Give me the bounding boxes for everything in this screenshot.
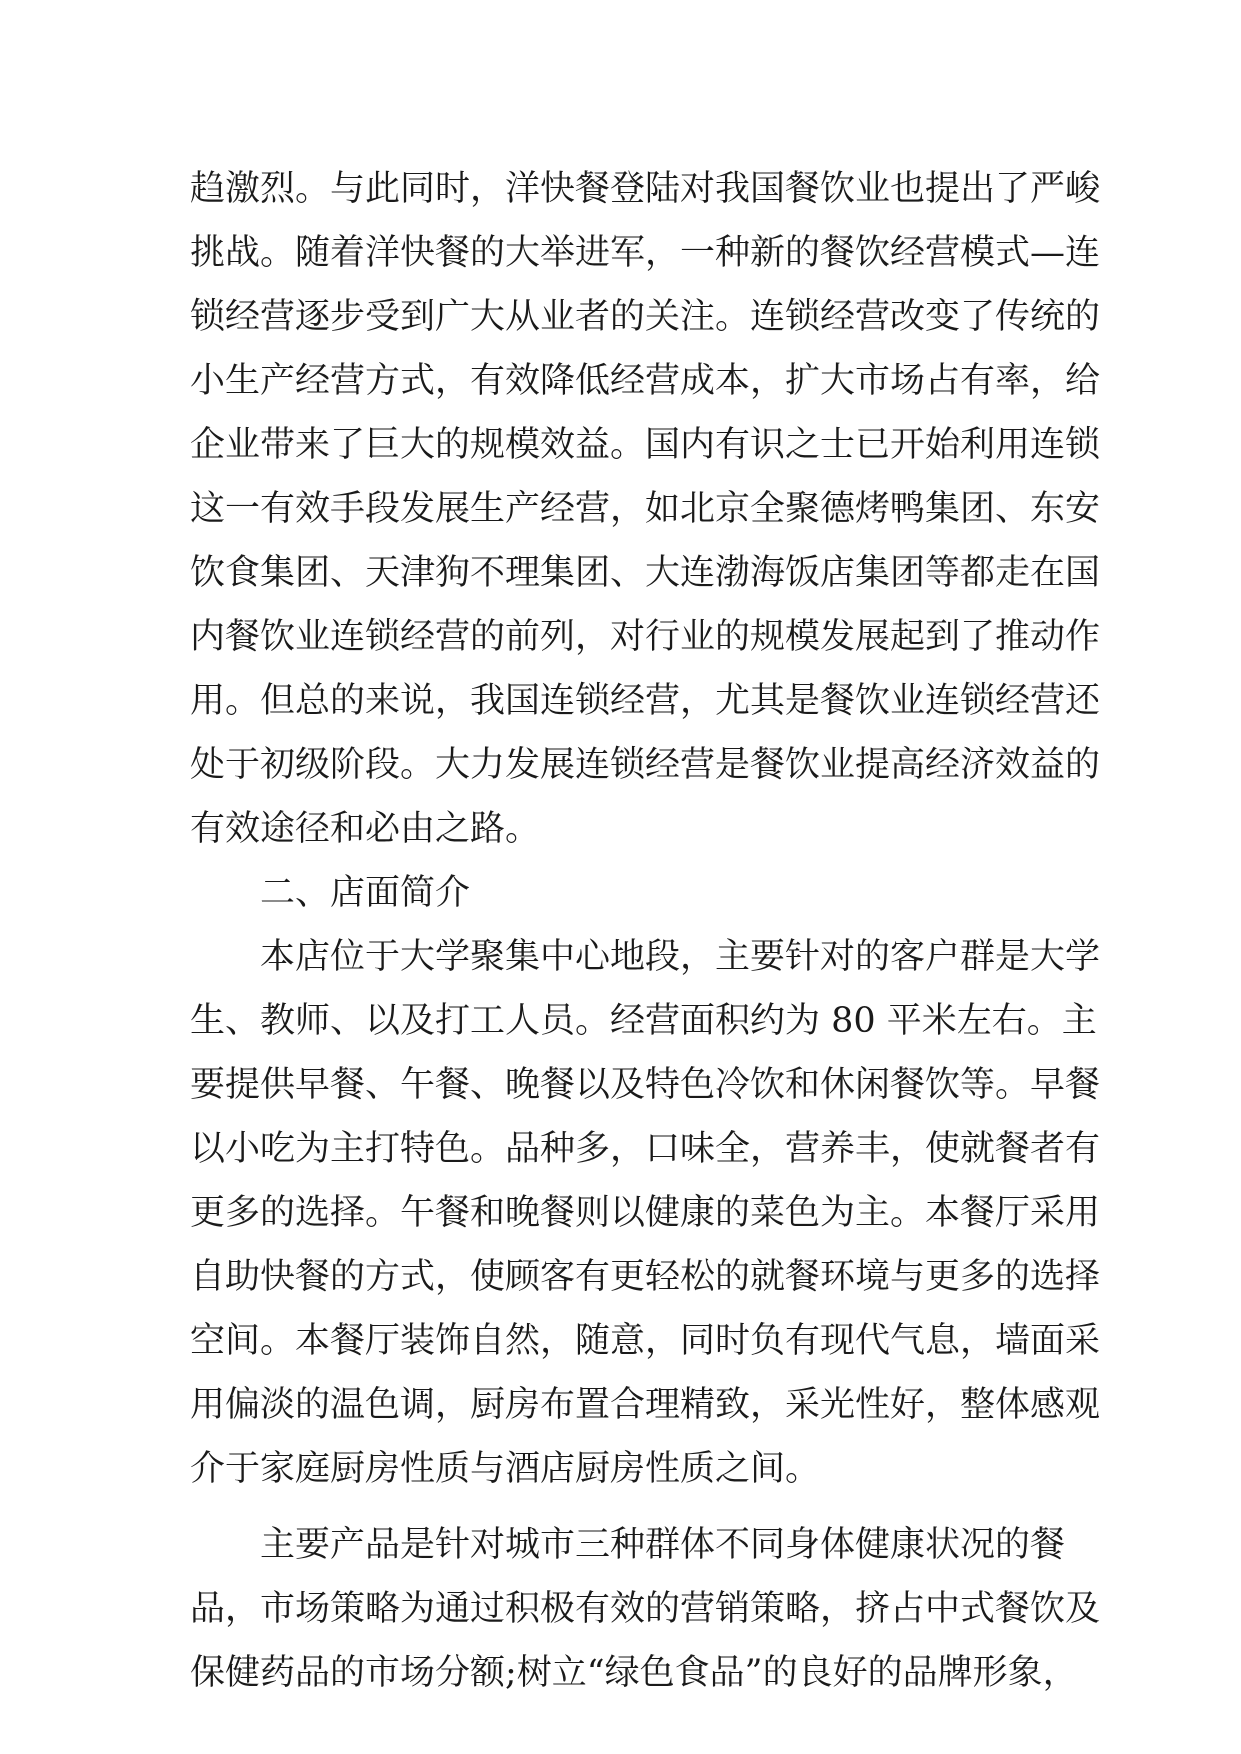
paragraph-line: 小生产经营方式，有效降低经营成本，扩大市场占有率，给 <box>190 361 1101 401</box>
paragraph-line: 品，市场策略为通过积极有效的营销策略，挤占中式餐饮及 <box>190 1589 1101 1629</box>
paragraph-line: 挑战。随着洋快餐的大举进军，一种新的餐饮经营模式—连 <box>190 233 1101 273</box>
paragraph-line: 这一有效手段发展生产经营，如北京全聚德烤鸭集团、东安 <box>190 489 1101 529</box>
paragraph-line: 用偏淡的温色调，厨房布置合理精致，采光性好，整体感观 <box>190 1385 1101 1425</box>
paragraph-spacer <box>190 1501 1052 1513</box>
paragraph-line: 锁经营逐步受到广大从业者的关注。连锁经营改变了传统的 <box>190 297 1101 337</box>
paragraph-line: 企业带来了巨大的规模效益。国内有识之士已开始利用连锁 <box>190 425 1101 465</box>
paragraph-store-intro <box>190 925 1101 1501</box>
paragraph-line: 以小吃为主打特色。品种多，口味全，营养丰，使就餐者有 <box>190 1129 1101 1169</box>
paragraph-line: 介于家庭厨房性质与酒店厨房性质之间。 <box>190 1449 821 1489</box>
paragraph-line: 内餐饮业连锁经营的前列，对行业的规模发展起到了推动作 <box>190 617 1101 657</box>
paragraph-line: 自助快餐的方式，使顾客有更轻松的就餐环境与更多的选择 <box>190 1257 1101 1297</box>
paragraph-line: 处于初级阶段。大力发展连锁经营是餐饮业提高经济效益的 <box>190 745 1101 785</box>
document-body <box>190 157 1101 1705</box>
paragraph-line: 主要产品是针对城市三种群体不同身体健康状况的餐 <box>260 1525 1066 1565</box>
paragraph-line: 更多的选择。午餐和晚餐则以健康的菜色为主。本餐厅采用 <box>190 1193 1101 1233</box>
paragraph-main-products <box>190 1513 1101 1705</box>
paragraph-line: 保健药品的市场分额;树立“绿色食品”的良好的品牌形象， <box>190 1653 1078 1693</box>
paragraph-line: 本店位于大学聚集中心地段，主要针对的客户群是大学 <box>260 937 1101 977</box>
paragraph-industry-background <box>190 157 1101 861</box>
paragraph-line: 生、教师、以及打工人员。经营面积约为 80 平米左右。主 <box>190 1001 1097 1041</box>
paragraph-line: 要提供早餐、午餐、晚餐以及特色冷饮和休闲餐饮等。早餐 <box>190 1065 1101 1105</box>
section-heading: 二、店面简介 <box>260 873 471 913</box>
paragraph-line: 用。但总的来说，我国连锁经营，尤其是餐饮业连锁经营还 <box>190 681 1101 721</box>
paragraph-line: 趋激烈。与此同时，洋快餐登陆对我国餐饮业也提出了严峻 <box>190 169 1101 209</box>
paragraph-line: 空间。本餐厅装饰自然，随意，同时负有现代气息，墙面采 <box>190 1321 1101 1361</box>
paragraph-line: 饮食集团、天津狗不理集团、大连渤海饭店集团等都走在国 <box>190 553 1101 593</box>
paragraph-line: 有效途径和必由之路。 <box>190 809 541 849</box>
